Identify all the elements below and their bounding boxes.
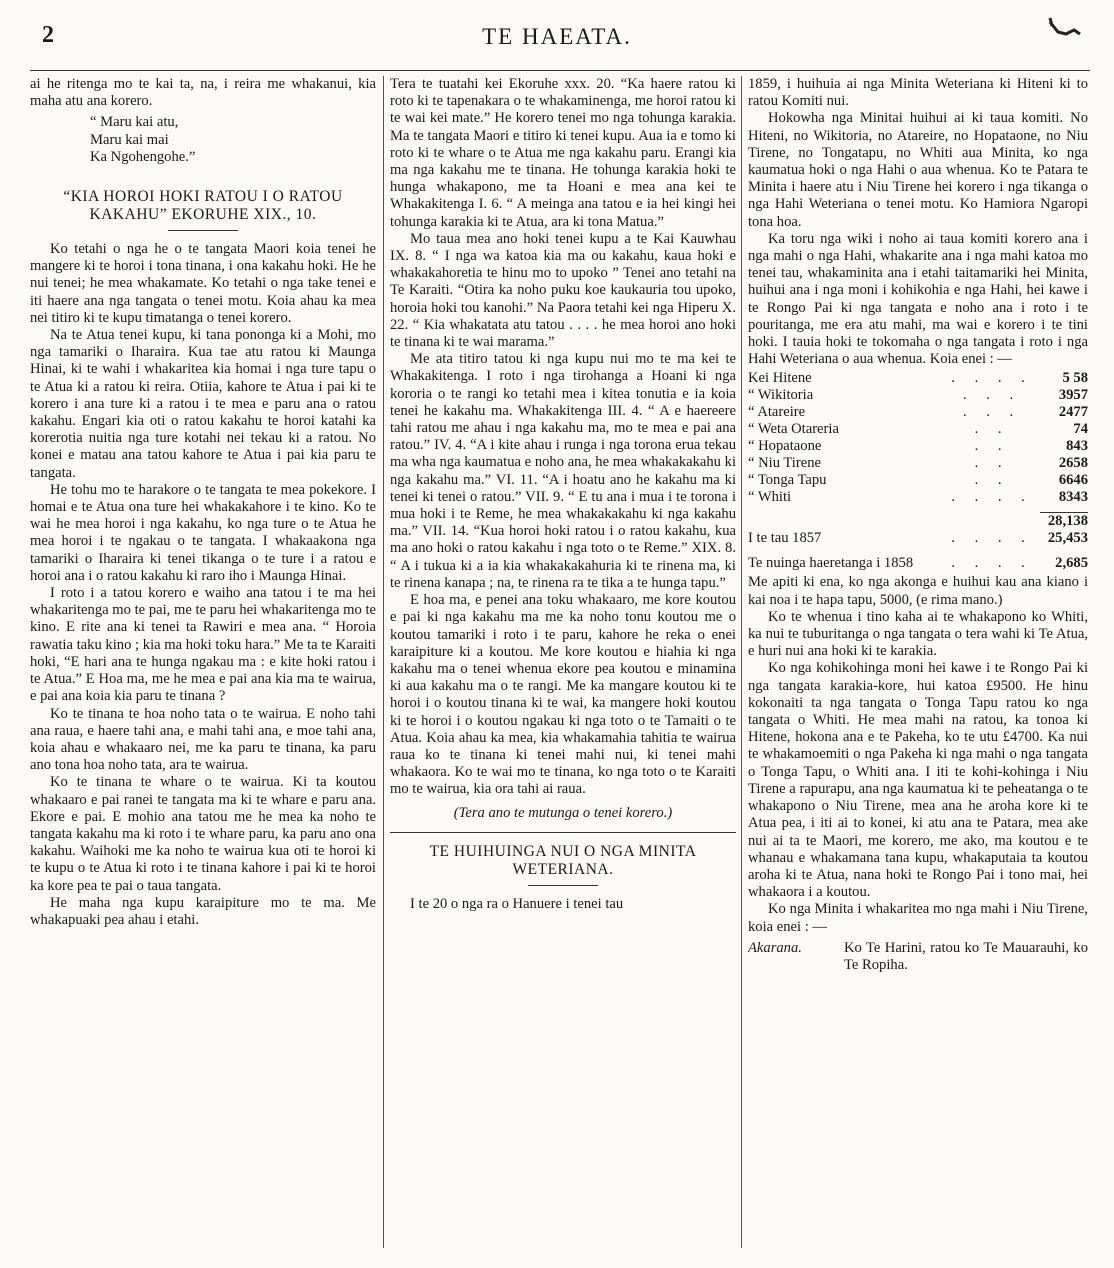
article-heading: TE HUIHUINGA NUI O NGA MINITA WETERIANA. bbox=[429, 842, 697, 878]
member-count: 8343 bbox=[1058, 489, 1088, 506]
minister-assignment bbox=[748, 940, 1088, 974]
leader-dots: . . . . bbox=[951, 370, 1033, 387]
leader-dots: . . bbox=[974, 472, 1010, 489]
table-row bbox=[748, 370, 1088, 387]
paragraph: He tohu mo te harakore o te tangata te mea pokekore. I homai e te Atua ona ture hei whakakahore i te kino. Ko te wai he mea horoi i nga kakahu, ko nga ture o te Atua he mea horoi i te ngakau o te tangata. I whakaakona nga tamariki o Iharaira ki tenei tikanga o te ture i a ratou e horoi ana i o ratou kakahu ki raro iho i Maunga Hinai. bbox=[30, 481, 376, 584]
leader-dots: . . . bbox=[962, 387, 1022, 404]
paragraph: ai he ritenga mo te kai ta, na, i reira me whakanui, kia maha atu ana korero. bbox=[30, 76, 376, 110]
leader-dots: . . bbox=[974, 455, 1010, 472]
column-3 bbox=[748, 76, 1088, 1254]
verse-line: Maru kai mai bbox=[90, 131, 169, 148]
table-row bbox=[748, 455, 1088, 472]
region-label: “ Niu Tirene bbox=[748, 455, 821, 472]
year-label: I te tau 1857 bbox=[748, 530, 822, 547]
leader-dots: . . bbox=[974, 421, 1010, 438]
paragraph: I roto i a tatou korero e waiho ana tatou i te ma hei whakaritenga mo te pai, me te paru hei whakaritenga mo te kino. E rite ana ki tenei ta Rawiri e mea ana. “ Horoia rawatia taku kino ; kia ma hoki toku hara.” Me ta te Karaiti hoki, “E hari ana te hunga ngakau ma : e kite hoki ratou i te Atua.” E Hoa ma, me he mea e pai ana kia ma te wairua, e pai ana koia kia paru te tinana ? bbox=[30, 585, 376, 705]
page-header bbox=[0, 0, 1114, 72]
table-row bbox=[748, 489, 1088, 506]
paragraph: Me ata titiro tatou ki nga kupu nui mo te ma kei te Whakakitenga. I roto i nga tirohanga a Hoani ki nga kororia o te rangi ko tetahi mea i kitea tonutia e ia koia tenei he kakahu ma. Whakakitenga III. 4. “ A e haereere tahi ratou me ahau i nga kakahu ma, mo te mea e pai ana ratou.” IV. 4. “A i kite ahau i runga i nga torona erua tekau ma wha nga kaumatua e noho ana, he mea whakakakahu ki nga kakahu ma.” VI. 11. “A i hoatu ano he kakahu ma ki tenei ki tenei o ratou.” VII. 9. “ E tu ana i mua i te torona i mua hoki i te Reme, he mea whakakakahu ki nga kakahu ma.” VII. 14. “Kua horoi hoki ratou i o ratou kakahu, kua ma ano hoki o ratou kakahu i nga toto o te Reme.” XIX. 8. “ A i tukua ki a ia kia whakakakahuria ki te rinena ma, ki te rinena kanapa ; na, te rinena ra te tika a te hunga tapu.” bbox=[390, 351, 736, 591]
membership-table bbox=[748, 370, 1088, 572]
region-label: “ Wikitoria bbox=[748, 387, 814, 404]
section-rule bbox=[390, 832, 736, 833]
paragraph: I te 20 o nga ra o Hanuere i tenei tau bbox=[410, 895, 624, 912]
column-1 bbox=[30, 76, 376, 1254]
paragraph: Ko te tinana te hoa noho tata o te wairua. E noho tahi ana raua, e haere tahi ana, e mahi tahi ana, e moe tahi ana, koia ahau e whakaaro nei, me ka paru te tinana, ka paru ano tona hoa noho tata, ara te wairua. bbox=[30, 705, 376, 774]
paragraph: Ko nga Minita i whakaritea mo nga mahi i Niu Tirene, koia enei : — bbox=[748, 901, 1088, 935]
member-count: 5 58 bbox=[1062, 370, 1088, 387]
paragraph: Hokowha nga Minitai huihui ai ki taua komiti. No Hiteni, no Wikitoria, no Atareire, no Hopataone, no Niu Tirene, no Tongatapu, no Whiti aua Minita, ko nga kaumatua hoki o nga Hahi o aua whenua. Ko te Patara te Minita i haere atu i Niu Tirene hei korero i nga tikanga o nga Hahi Weteriana o tenei motu. Ko Hamiora Ngaropi tona hoa. bbox=[748, 110, 1088, 230]
leader-dots: . . . . bbox=[951, 530, 1033, 547]
member-count: 843 bbox=[1066, 438, 1088, 455]
paragraph: He maha nga kupu karaipiture mo te ma. Me whakapuaki pea ahau i etahi. bbox=[30, 894, 376, 928]
article-heading: “KIA HOROI HOKI RATOU I O RATOU KAKAHU” EKORUHE XIX., 10. bbox=[63, 188, 343, 224]
region-label: Kei Hitene bbox=[748, 370, 812, 387]
paragraph: Ka toru nga wiki i noho ai taua komiti korero ana i nga mahi o nga Hahi, whakarite ana i nga mahi katoa mo tenei tau, whakaminita ana i etahi taitamariki hei Minita, huihui ana i nga moni i kohikohia e nga Hahi, hei kawe i te Rongo Pai ki nga tangata e noho ana i roto i te pouritanga, me era atu mahi, ma wai e korero i te tini hoki. I tauia hoki te tokomaha o nga tangata i roto i nga Hahi Weteriana o aua whenua. Koia enei : — bbox=[748, 230, 1088, 368]
header-rule bbox=[30, 70, 1090, 71]
table-row bbox=[748, 530, 1088, 547]
total-row bbox=[748, 513, 1088, 531]
column-2 bbox=[390, 76, 736, 1254]
place-name: Akarana. bbox=[748, 939, 802, 956]
member-count: 6646 bbox=[1058, 472, 1088, 489]
paragraph: Ko te tinana te whare o te wairua. Ki ta koutou whakaaro e pai ranei te tangata ma ki te whare e paru ana. Ekore e pai. E mohio ana tatou me he mea ka noho te tangata kakahu ma ki roto i te whare paru, ka paru ano ona kakahu. Waihoki me ka noho te wairua kua oti te horoi ki te kupu o te Atua ki roto i te tinana kahore i pai ki te horoi ka kore pea te pai o taua tangata. bbox=[30, 774, 376, 894]
table-row bbox=[748, 404, 1088, 421]
table-row bbox=[748, 387, 1088, 404]
minister-names: Ko Te Harini, ratou ko Te Mauarauhi, ko Te Ropiha. bbox=[844, 939, 1088, 973]
total-count: 28,138 bbox=[1040, 513, 1088, 531]
paragraph: Ko te whenua i tino kaha ai te whakapono ko Whiti, ka nui te tuburitanga o nga tangata o tera wahi ki Te Atua, e huri nui ana hoki ki te karakia. bbox=[748, 608, 1088, 660]
verse-line: Ka Ngohengohe.” bbox=[90, 148, 196, 165]
leader-dots: . . . bbox=[962, 404, 1022, 421]
year-count: 25,453 bbox=[1047, 530, 1088, 547]
increase-count: 2,685 bbox=[1055, 555, 1088, 572]
member-count: 2477 bbox=[1058, 404, 1088, 421]
table-row bbox=[748, 472, 1088, 489]
paragraph: Mo taua mea ano hoki tenei kupu a te Kai Kauwhau IX. 8. “ I nga wa katoa kia ma ou kakahu, kaua hoki e whakakahoretia te hinu mo to upoko ” Tenei ano tetahi na Te Karaiti. “Otira ka noho puku koe kaukauria tou upoko, horoia hoki tou kanohi.” Na Paora tetahi kei nga Hiperu X. 22. “ Kia whakatata atu tatou . . . . he mea horoi ano hoki te tinana ki te wai marama.” bbox=[390, 230, 736, 351]
member-count: 74 bbox=[1073, 421, 1088, 438]
column-divider bbox=[741, 76, 742, 1248]
column-divider bbox=[383, 76, 384, 1248]
region-label: “ Weta Otareria bbox=[748, 421, 839, 438]
paragraph: Tera te tuatahi kei Ekoruhe xxx. 20. “Ka haere ratou ki roto ki te tapenakara o te whakaminenga, me horoi ratou ki te wai kei mate.” He korero tenei mo nga tohunga karakia. Ma te tangata Maori e titiro ki tenei kupu. Aua ia e tomo ki roto ki te whare o te Atua me nga kakahu paru. Erangi kia ma nga kakahu me te tinana. He tohunga karakia hoki te hunga whakapono, me ta Hoani e mea ana kei te Whakakitenga I. 6. “ A meinga ana tatou e ia hei kingi hei tohunga karakia ki te Atua, ara ki tona Matua.” bbox=[390, 76, 736, 230]
region-label: “ Atareire bbox=[748, 404, 806, 421]
verse-line: “ Maru kai atu, bbox=[90, 114, 179, 131]
ornament-icon bbox=[1044, 14, 1084, 44]
paragraph: Me apiti ki ena, ko nga akonga e huihui kau ana kiano i kai noa i te hapa tapu, 5000, (e rima mano.) bbox=[748, 574, 1088, 608]
leader-dots: . . . . bbox=[951, 489, 1033, 506]
member-count: 3957 bbox=[1058, 387, 1088, 404]
verse-block bbox=[90, 114, 376, 166]
heading-rule bbox=[528, 885, 598, 886]
region-label: “ Hopataone bbox=[748, 438, 822, 455]
region-label: “ Whiti bbox=[748, 489, 792, 506]
increase-label: Te nuinga haeretanga i 1858 bbox=[748, 555, 914, 572]
paragraph: Ko nga kohikohinga moni hei kawe i te Rongo Pai ki nga tangata karakia-kore, hui katoa £9500. He hinu kokonaiti ta nga tangata o Tonga Tapu ratou ko nga tangata o Whiti. He mea mahi na ratou, ka tonoa ki Hitene, hokona ana e te Pakeha, ko te utu £4700. Ka nui te whakamoemiti o nga Pakeha ki nga mahi o nga tangata o Tonga Tapu, o Whiti ana. I iti te kohi-kohinga i Niu Tirene a rapurapu, ana nga kaumatua ki te peheatanga o te whakapono o Niu Tirene, mea ana he aroha kore ki te Atua pea, i iti ai to konei, ki atu ana te Patara, mea ake nui ai ta te Maori, me korero, me ako, ma koutou e te whanau e whakamana tana kupu, whakaputaia ta koutou aroha ki te Atua, nana hoki te Rongo Pai i tono mai, hei whakaora i a koutou. bbox=[748, 660, 1088, 901]
member-count: 2658 bbox=[1058, 455, 1088, 472]
page-number: 2 bbox=[42, 22, 54, 48]
leader-dots: . . . . bbox=[951, 555, 1033, 572]
paragraph: Na te Atua tenei kupu, ki tana pononga ki a Mohi, mo nga tamariki o Iharaira. Kua tae atu ratou ki Maunga Hinai, ki te wahi i whakaritea kia homai i nga ture tapu o te Atua ki a ratou ki reira. Otiia, kahore te Atua i pai ki te korero i ana ture ki a ratou i te mea e paru ana o ratou kakahu. Engari kia oti o ratou kakahu te horoi katahi ka korerotia nuitia nga ture kotahi nei tekau ki a ratou. No konei e matau ana tatou kahore te Atua i pai kia paru te tangata. bbox=[30, 327, 376, 481]
continuation-note: (Tera ano te mutunga o tenei korero.) bbox=[453, 804, 673, 821]
table-row bbox=[748, 438, 1088, 455]
region-label: “ Tonga Tapu bbox=[748, 472, 827, 489]
masthead-title: TE HAEATA. bbox=[482, 24, 632, 49]
paragraph: Ko tetahi o nga he o te tangata Maori koia tenei he mangere ki te horoi i tona tinana, i ona kakahu hoki. He he nui tenei; he mea whakamate. Ko tetahi o nga take tenei e iti haere ana nga tangata o tenei motu. Koia ahau ka mea nei titiro ki te kupu timatanga o tenei korero. bbox=[30, 241, 376, 326]
leader-dots: . . bbox=[974, 438, 1010, 455]
paragraph: E hoa ma, e penei ana toku whakaaro, me kore koutou e pai ki nga kakahu ma me ka noho tonu koutou me o koutou tamariki i roto i te paru, kahore he reka o enei karaipiture ki a koutou. Me kore koutou e hiahia ki nga kakahu ma o tenei whenua ekore pea koutou e minamina ki aua kakahu ma o te rangi. Me ka mangare koutou ki te horoi i o koutou tinana ki te wai, ka mangere hoki koutou ki te horoi i o koutou ngakau ki nga toto o te Tamaiti o te Atua. Koia ahau ka mea, kia whakamahia tahitia te wairua raua ko te tinana ki tenei mahi nui, ki tenei mahi whakaora. Ko te wai mo te tinana, ko nga toto o te Karaiti mo te wairua, kia ora tahi ai raua. bbox=[390, 592, 736, 798]
table-row bbox=[748, 547, 1088, 555]
table-row bbox=[748, 421, 1088, 438]
paragraph: 1859, i huihuia ai nga Minita Weteriana ki Hiteni ki to ratou Komiti nui. bbox=[748, 76, 1088, 110]
heading-rule bbox=[168, 230, 238, 231]
increase-row bbox=[748, 555, 1088, 572]
